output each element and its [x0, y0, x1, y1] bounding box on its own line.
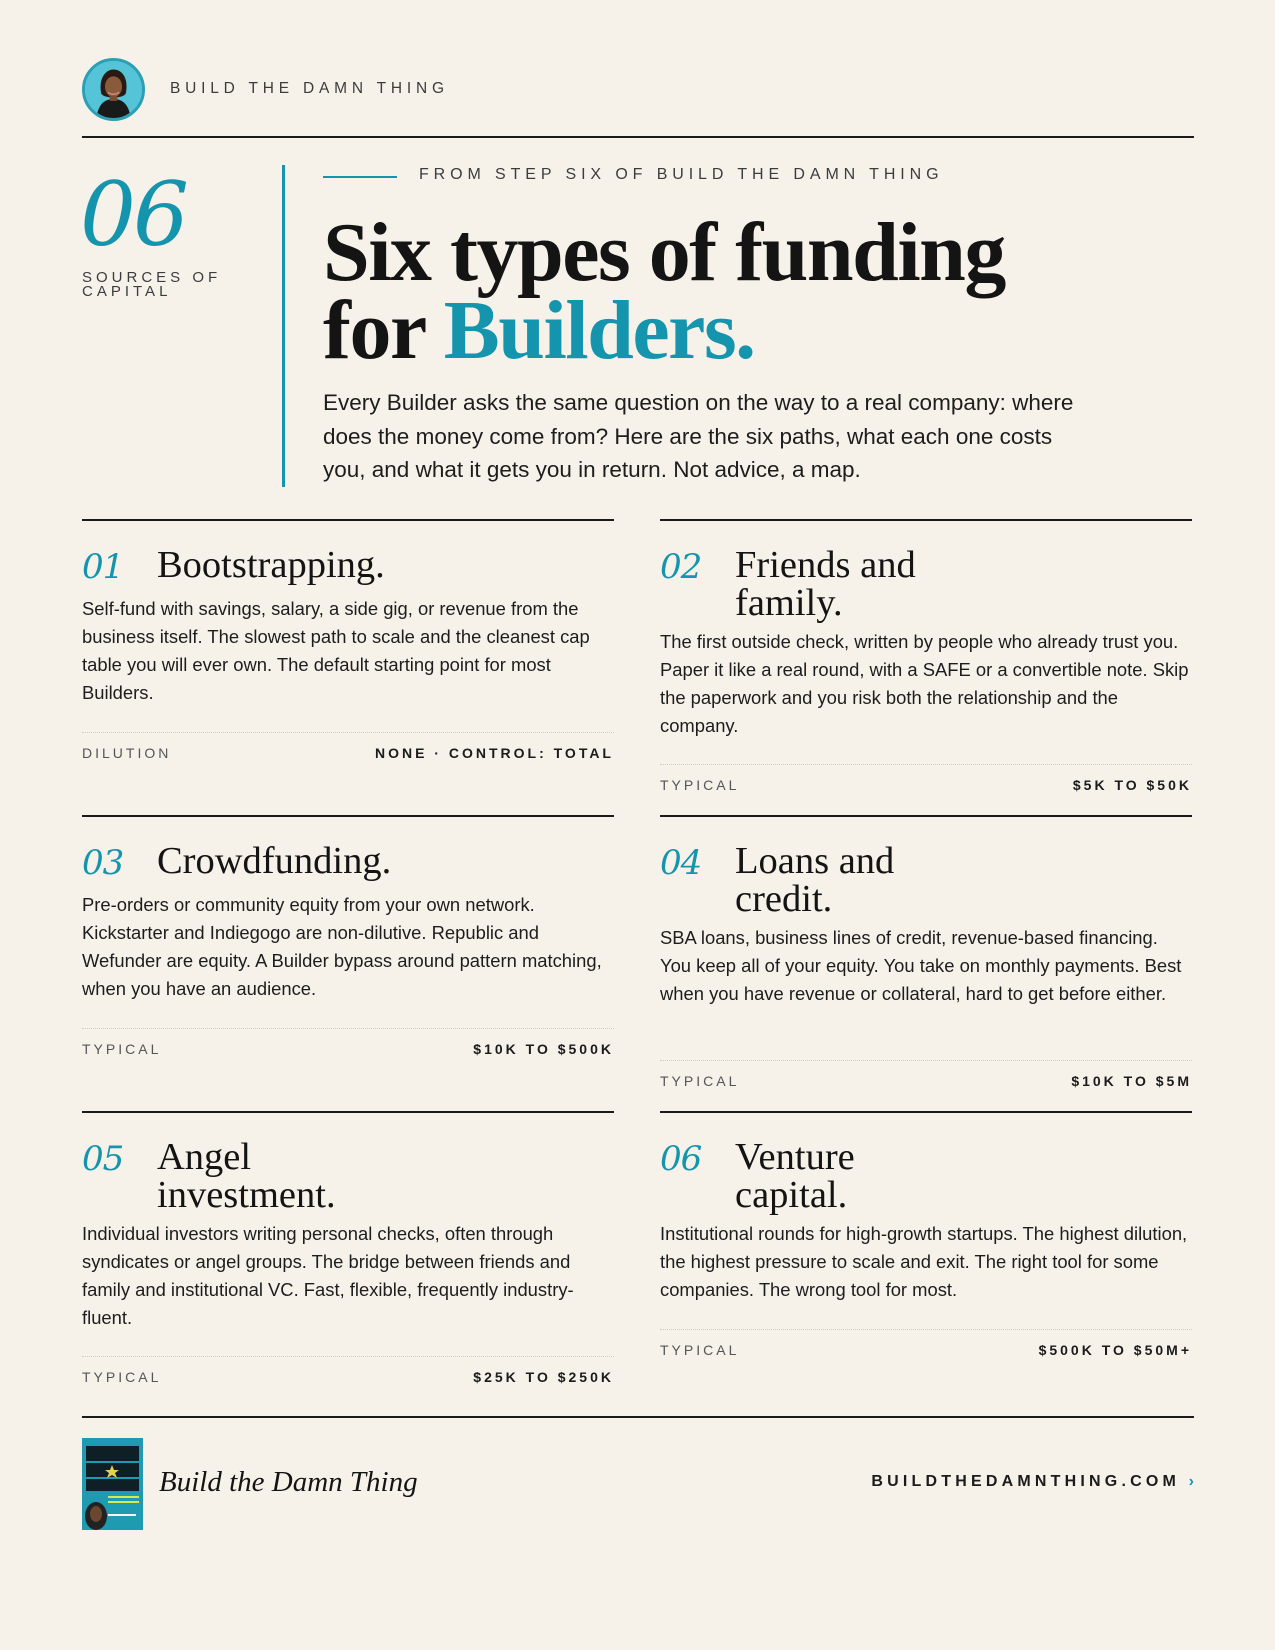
meta-value: $5K TO $50K — [1072, 777, 1192, 793]
card-title: Bootstrapping. — [157, 544, 385, 586]
eyebrow-rule — [323, 176, 397, 178]
section-label: SOURCES OF CAPITAL — [82, 269, 222, 300]
page-title — [323, 206, 1083, 377]
page-footer — [82, 1416, 1194, 1536]
meta-label: TYPICAL — [660, 1342, 740, 1358]
funding-card-friends-family — [660, 519, 1192, 809]
author-avatar — [82, 58, 145, 121]
meta-value: $25K TO $250K — [473, 1369, 614, 1385]
card-meta — [82, 732, 614, 762]
funding-card-venture — [660, 1111, 1192, 1411]
funding-card-bootstrapping — [82, 519, 614, 799]
book-cover-image — [82, 1438, 143, 1530]
eyebrow-text: FROM STEP SIX OF BUILD THE DAMN THING — [419, 166, 944, 183]
card-number: 01 — [82, 547, 124, 587]
card-meta — [82, 1356, 614, 1386]
card-meta — [660, 764, 1192, 794]
card-body: The first outside check, written by people who already trust you. Paper it like a real round, with a SAFE or a convertible note. Skip the paperwork and you risk both the relationship and the company. — [660, 631, 1189, 736]
meta-label: DILUTION — [82, 745, 172, 761]
card-body: Self-fund with savings, salary, a side gig, or revenue from the business itself. The slowest path to scale and the cleanest cap table you will ever own. The default starting point for most Builders. — [82, 598, 590, 703]
card-body: Institutional rounds for high-growth startups. The highest dilution, the highest pressure to scale and exit. The right tool for some companies. The wrong tool for most. — [660, 1223, 1188, 1300]
meta-label: TYPICAL — [82, 1041, 162, 1057]
card-title: Crowdfunding. — [157, 840, 392, 882]
headline-line-1: Six types of funding — [323, 206, 1005, 299]
hero-divider — [282, 165, 285, 487]
meta-value: $500K TO $50M+ — [1038, 1342, 1192, 1358]
headline-prefix: for — [323, 284, 444, 377]
meta-label: TYPICAL — [82, 1369, 162, 1385]
meta-value: NONE · CONTROL: TOTAL — [374, 745, 614, 761]
avatar-portrait-icon — [85, 61, 142, 118]
card-title: Venture capital. — [735, 1136, 855, 1216]
intro-paragraph: Every Builder asks the same question on the way to a real company: where does the money come from? Here are the six paths, what each one costs you, and what it gets you in return. Not advice, a map. — [323, 390, 1074, 482]
card-title: Loans and credit. — [735, 840, 895, 920]
website-link[interactable] — [871, 1473, 1194, 1491]
footer-book-title: Build the Damn Thing — [159, 1466, 418, 1498]
brand-name: BUILD THE DAMN THING — [170, 80, 449, 97]
section-number: 06 — [80, 163, 186, 266]
meta-label: TYPICAL — [660, 777, 740, 793]
card-meta — [660, 1060, 1192, 1090]
card-number: 02 — [660, 547, 702, 587]
card-meta — [660, 1329, 1192, 1359]
headline-accent: Builders. — [443, 284, 755, 377]
website-url: BUILDTHEDAMNTHING.COM — [871, 1473, 1181, 1490]
card-body: Individual investors writing personal checks, often through syndicates or angel groups. The bridge between friends and family and institutional VC. Fast, flexible, frequently industry-fluent. — [82, 1223, 574, 1328]
funding-card-crowdfunding — [82, 815, 614, 1095]
card-number: 05 — [82, 1139, 124, 1179]
book-cover-icon — [82, 1438, 143, 1530]
card-body: Pre-orders or community equity from your own network. Kickstarter and Indiegogo are non-dilutive. Republic and Wefunder are equity. A Builder bypass around pattern matching, when you have an audience. — [82, 894, 602, 999]
funding-card-loans-credit — [660, 815, 1192, 1105]
card-meta — [82, 1028, 614, 1058]
funding-card-angel — [82, 1111, 614, 1411]
meta-value: $10K TO $5M — [1071, 1073, 1192, 1089]
meta-value: $10K TO $500K — [473, 1041, 614, 1057]
card-number: 04 — [660, 843, 702, 883]
page-header — [82, 58, 1194, 138]
meta-label: TYPICAL — [660, 1073, 740, 1089]
card-number: 03 — [82, 843, 124, 883]
card-number: 06 — [660, 1139, 702, 1179]
card-title: Angel investment. — [157, 1136, 336, 1216]
card-title: Friends and family. — [735, 544, 916, 624]
card-body: SBA loans, business lines of credit, revenue-based financing. You keep all of your equity. You take on monthly payments. Best when you have revenue or collateral, hard to get before either. — [660, 927, 1182, 1004]
chevron-right-icon: › — [1188, 1473, 1194, 1490]
